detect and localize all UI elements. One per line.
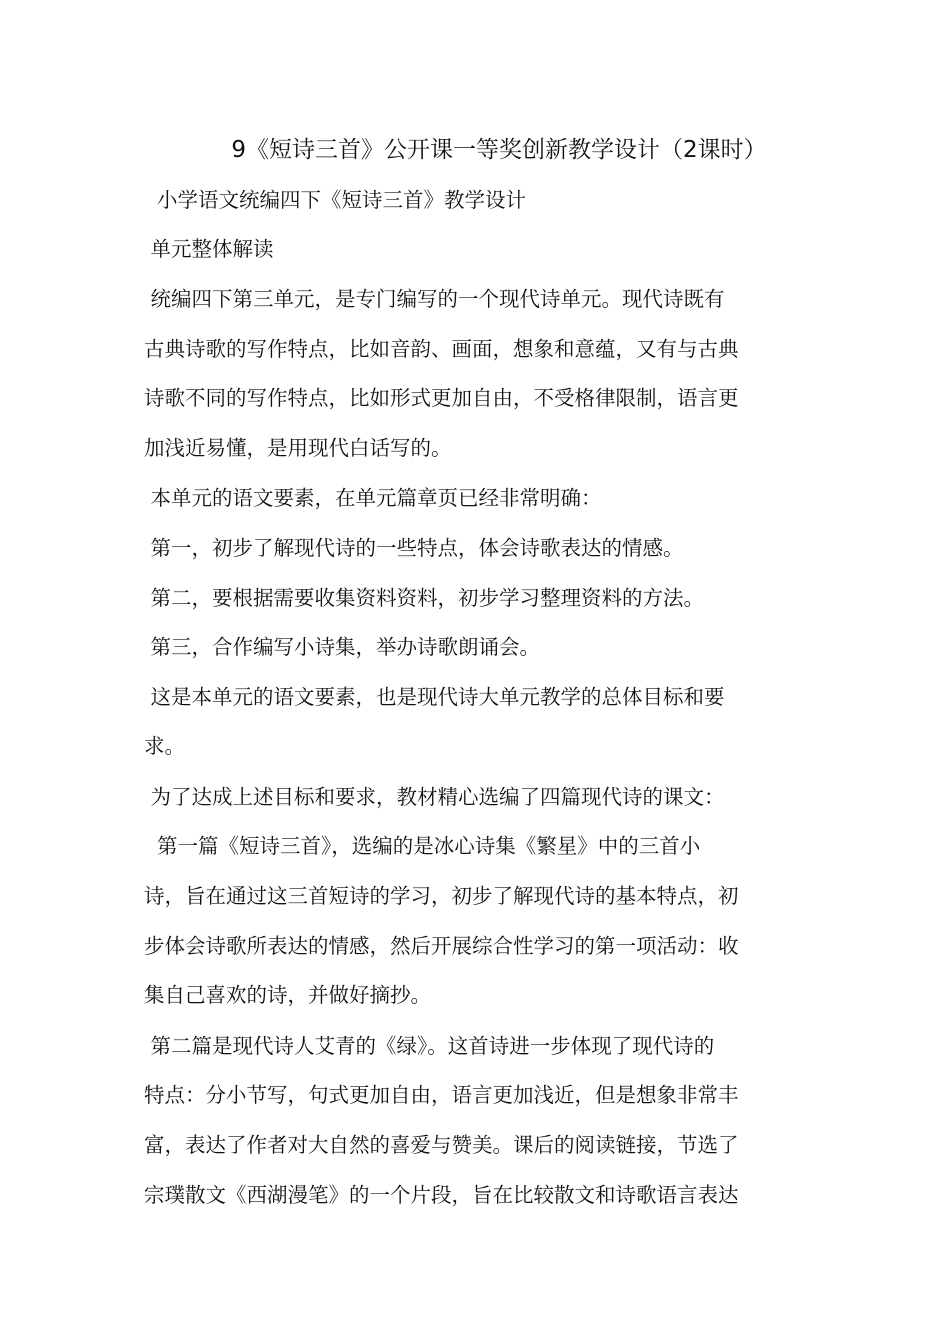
paragraph-line: 古典诗歌的写作特点，比如音韵、画面，想象和意蕴，又有与古典 [144, 337, 739, 361]
paragraph-line: 第三，合作编写小诗集，举办诗歌朗诵会。 [144, 635, 541, 659]
paragraph-line: 宗璞散文《西湖漫笔》的一个片段，旨在比较散文和诗歌语言表达 [144, 1183, 739, 1207]
paragraph-line: 特点：分小节写，句式更加自由，语言更加浅近，但是想象非常丰 [144, 1083, 739, 1107]
paragraph-line: 加浅近易懂，是用现代白话写的。 [144, 436, 452, 460]
paragraph-line: 步体会诗歌所表达的情感，然后开展综合性学习的第一项活动：收 [144, 934, 739, 958]
paragraph-line: 第一，初步了解现代诗的一些特点，体会诗歌表达的情感。 [144, 536, 684, 560]
paragraph-line: 诗歌不同的写作特点，比如形式更加自由，不受格律限制，语言更 [144, 386, 739, 410]
paragraph-line: 为了达成上述目标和要求，教材精心选编了四篇现代诗的课文： [144, 785, 725, 809]
paragraph-line: 集自己喜欢的诗，并做好摘抄。 [144, 983, 431, 1007]
section-heading: 单元整体解读 [144, 237, 274, 261]
paragraph-line: 富，表达了作者对大自然的喜爱与赞美。课后的阅读链接，节选了 [144, 1133, 739, 1157]
paragraph-line: 诗，旨在通过这三首短诗的学习，初步了解现代诗的基本特点，初 [144, 884, 739, 908]
paragraph-line: 本单元的语文要素，在单元篇章页已经非常明确： [144, 486, 602, 510]
paragraph-line: 第二篇是现代诗人艾青的《绿》。这首诗进一步体现了现代诗的 [144, 1034, 715, 1058]
subtitle-line: 小学语文统编四下《短诗三首》教学设计 [144, 188, 527, 212]
paragraph-line: 统编四下第三单元，是专门编写的一个现代诗单元。现代诗既有 [144, 287, 725, 311]
document-title: 9《短诗三首》公开课一等奖创新教学设计（2课时） [231, 137, 767, 163]
paragraph-line: 第一篇《短诗三首》，选编的是冰心诗集《繁星》中的三首小 [144, 834, 701, 858]
paragraph-line: 求。 [144, 734, 185, 758]
paragraph-line: 第二，要根据需要收集资料资料，初步学习整理资料的方法。 [144, 586, 705, 610]
paragraph-line: 这是本单元的语文要素，也是现代诗大单元教学的总体目标和要 [144, 685, 725, 709]
